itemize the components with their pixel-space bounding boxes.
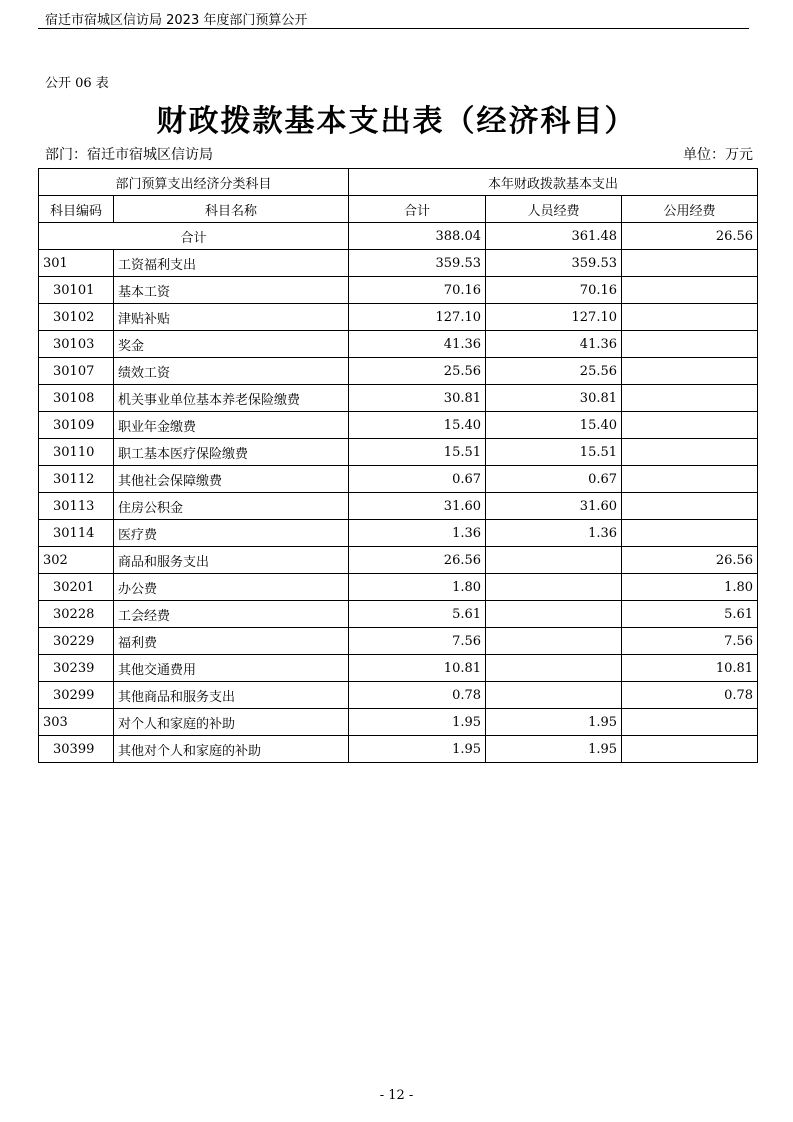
cell-code: 301 — [39, 250, 114, 277]
cell-code: 30201 — [39, 574, 114, 601]
cell-code: 30239 — [39, 655, 114, 682]
table-row — [39, 412, 758, 439]
budget-table — [38, 168, 758, 763]
cell-name: 福利费 — [114, 628, 349, 655]
table-row — [39, 304, 758, 331]
cell-code: 30228 — [39, 601, 114, 628]
table-row — [39, 493, 758, 520]
cell-personnel: 0.67 — [486, 466, 622, 493]
table-row — [39, 520, 758, 547]
cell-personnel: 15.51 — [486, 439, 622, 466]
cell-public — [622, 385, 758, 412]
cell-total: 41.36 — [349, 331, 486, 358]
cell-public: 26.56 — [622, 547, 758, 574]
department-label: 部门：宿迁市宿城区信访局 — [45, 147, 213, 163]
cell-personnel — [486, 682, 622, 709]
table-row — [39, 250, 758, 277]
cell-code: 30107 — [39, 358, 114, 385]
cell-name: 其他商品和服务支出 — [114, 682, 349, 709]
cell-name: 商品和服务支出 — [114, 547, 349, 574]
cell-code: 30299 — [39, 682, 114, 709]
cell-name: 医疗费 — [114, 520, 349, 547]
cell-name: 津贴补贴 — [114, 304, 349, 331]
cell-name: 其他社会保障缴费 — [114, 466, 349, 493]
cell-code: 303 — [39, 709, 114, 736]
cell-personnel: 41.36 — [486, 331, 622, 358]
cell-code: 30112 — [39, 466, 114, 493]
cell-public — [622, 250, 758, 277]
cell-code: 30229 — [39, 628, 114, 655]
cell-total: 359.53 — [349, 250, 486, 277]
cell-name: 工资福利支出 — [114, 250, 349, 277]
cell-total: 0.67 — [349, 466, 486, 493]
cell-personnel: 70.16 — [486, 277, 622, 304]
cell-personnel: 30.81 — [486, 385, 622, 412]
cell-public — [622, 520, 758, 547]
cell-personnel: 359.53 — [486, 250, 622, 277]
table-header — [39, 169, 758, 223]
cell-total: 15.40 — [349, 412, 486, 439]
cell-name: 绩效工资 — [114, 358, 349, 385]
cell-total: 1.36 — [349, 520, 486, 547]
cell-total: 0.78 — [349, 682, 486, 709]
running-header: 宿迁市宿城区信访局 2023 年度部门预算公开 — [45, 13, 308, 28]
header-rule — [38, 28, 749, 29]
column-header-code: 科目编码 — [39, 196, 114, 223]
table-row — [39, 574, 758, 601]
table-body — [39, 223, 758, 763]
table-row — [39, 709, 758, 736]
cell-public — [622, 277, 758, 304]
cell-total: 10.81 — [349, 655, 486, 682]
cell-code: 302 — [39, 547, 114, 574]
cell-code: 30108 — [39, 385, 114, 412]
cell-total: 70.16 — [349, 277, 486, 304]
cell-public: 1.80 — [622, 574, 758, 601]
cell-name: 其他交通费用 — [114, 655, 349, 682]
page-number: - 12 - — [379, 1088, 414, 1103]
cell-personnel: 1.36 — [486, 520, 622, 547]
cell-personnel: 127.10 — [486, 304, 622, 331]
cell-personnel — [486, 628, 622, 655]
cell-total: 26.56 — [349, 547, 486, 574]
table-row — [39, 358, 758, 385]
cell-public — [622, 412, 758, 439]
total-amount: 388.04 — [349, 223, 486, 250]
table-row — [39, 277, 758, 304]
cell-personnel — [486, 655, 622, 682]
cell-total: 25.56 — [349, 358, 486, 385]
cell-name: 办公费 — [114, 574, 349, 601]
table-row — [39, 628, 758, 655]
page-title: 财政拨款基本支出表（经济科目） — [156, 104, 637, 139]
table-row — [39, 682, 758, 709]
cell-code: 30114 — [39, 520, 114, 547]
cell-public — [622, 358, 758, 385]
column-header-public: 公用经费 — [622, 196, 758, 223]
table-row — [39, 601, 758, 628]
cell-public — [622, 736, 758, 763]
cell-personnel: 1.95 — [486, 709, 622, 736]
unit-label: 单位：万元 — [683, 147, 753, 163]
cell-name: 职工基本医疗保险缴费 — [114, 439, 349, 466]
cell-public — [622, 493, 758, 520]
cell-public: 0.78 — [622, 682, 758, 709]
cell-total: 31.60 — [349, 493, 486, 520]
table-row — [39, 547, 758, 574]
cell-code: 30103 — [39, 331, 114, 358]
group-header-classification: 部门预算支出经济分类科目 — [39, 169, 349, 196]
cell-public — [622, 439, 758, 466]
column-header-total: 合计 — [349, 196, 486, 223]
cell-code: 30109 — [39, 412, 114, 439]
table-row — [39, 655, 758, 682]
cell-code: 30399 — [39, 736, 114, 763]
cell-total: 5.61 — [349, 601, 486, 628]
table-row — [39, 331, 758, 358]
cell-code: 30102 — [39, 304, 114, 331]
cell-public — [622, 466, 758, 493]
table-row — [39, 439, 758, 466]
table-row — [39, 736, 758, 763]
cell-personnel: 1.95 — [486, 736, 622, 763]
cell-personnel: 31.60 — [486, 493, 622, 520]
cell-total: 127.10 — [349, 304, 486, 331]
total-label: 合计 — [39, 223, 349, 250]
group-header-expenditure: 本年财政拨款基本支出 — [349, 169, 758, 196]
cell-code: 30113 — [39, 493, 114, 520]
cell-total: 1.95 — [349, 736, 486, 763]
column-header-name: 科目名称 — [114, 196, 349, 223]
cell-public: 7.56 — [622, 628, 758, 655]
header-group-row — [39, 169, 758, 196]
cell-name: 职业年金缴费 — [114, 412, 349, 439]
cell-personnel: 25.56 — [486, 358, 622, 385]
total-public: 26.56 — [622, 223, 758, 250]
cell-public — [622, 709, 758, 736]
cell-name: 机关事业单位基本养老保险缴费 — [114, 385, 349, 412]
cell-total: 1.95 — [349, 709, 486, 736]
cell-public: 10.81 — [622, 655, 758, 682]
cell-personnel: 15.40 — [486, 412, 622, 439]
total-personnel: 361.48 — [486, 223, 622, 250]
cell-name: 住房公积金 — [114, 493, 349, 520]
column-header-personnel: 人员经费 — [486, 196, 622, 223]
cell-name: 奖金 — [114, 331, 349, 358]
cell-name: 基本工资 — [114, 277, 349, 304]
cell-name: 其他对个人和家庭的补助 — [114, 736, 349, 763]
cell-total: 7.56 — [349, 628, 486, 655]
cell-public — [622, 304, 758, 331]
cell-total: 1.80 — [349, 574, 486, 601]
cell-name: 工会经费 — [114, 601, 349, 628]
cell-name: 对个人和家庭的补助 — [114, 709, 349, 736]
cell-public — [622, 331, 758, 358]
cell-total: 30.81 — [349, 385, 486, 412]
cell-code: 30110 — [39, 439, 114, 466]
table-number: 公开 06 表 — [45, 76, 109, 91]
cell-public: 5.61 — [622, 601, 758, 628]
header-column-row — [39, 196, 758, 223]
total-row — [39, 223, 758, 250]
cell-code: 30101 — [39, 277, 114, 304]
table-row — [39, 385, 758, 412]
cell-total: 15.51 — [349, 439, 486, 466]
cell-personnel — [486, 574, 622, 601]
cell-personnel — [486, 547, 622, 574]
table-row — [39, 466, 758, 493]
cell-personnel — [486, 601, 622, 628]
